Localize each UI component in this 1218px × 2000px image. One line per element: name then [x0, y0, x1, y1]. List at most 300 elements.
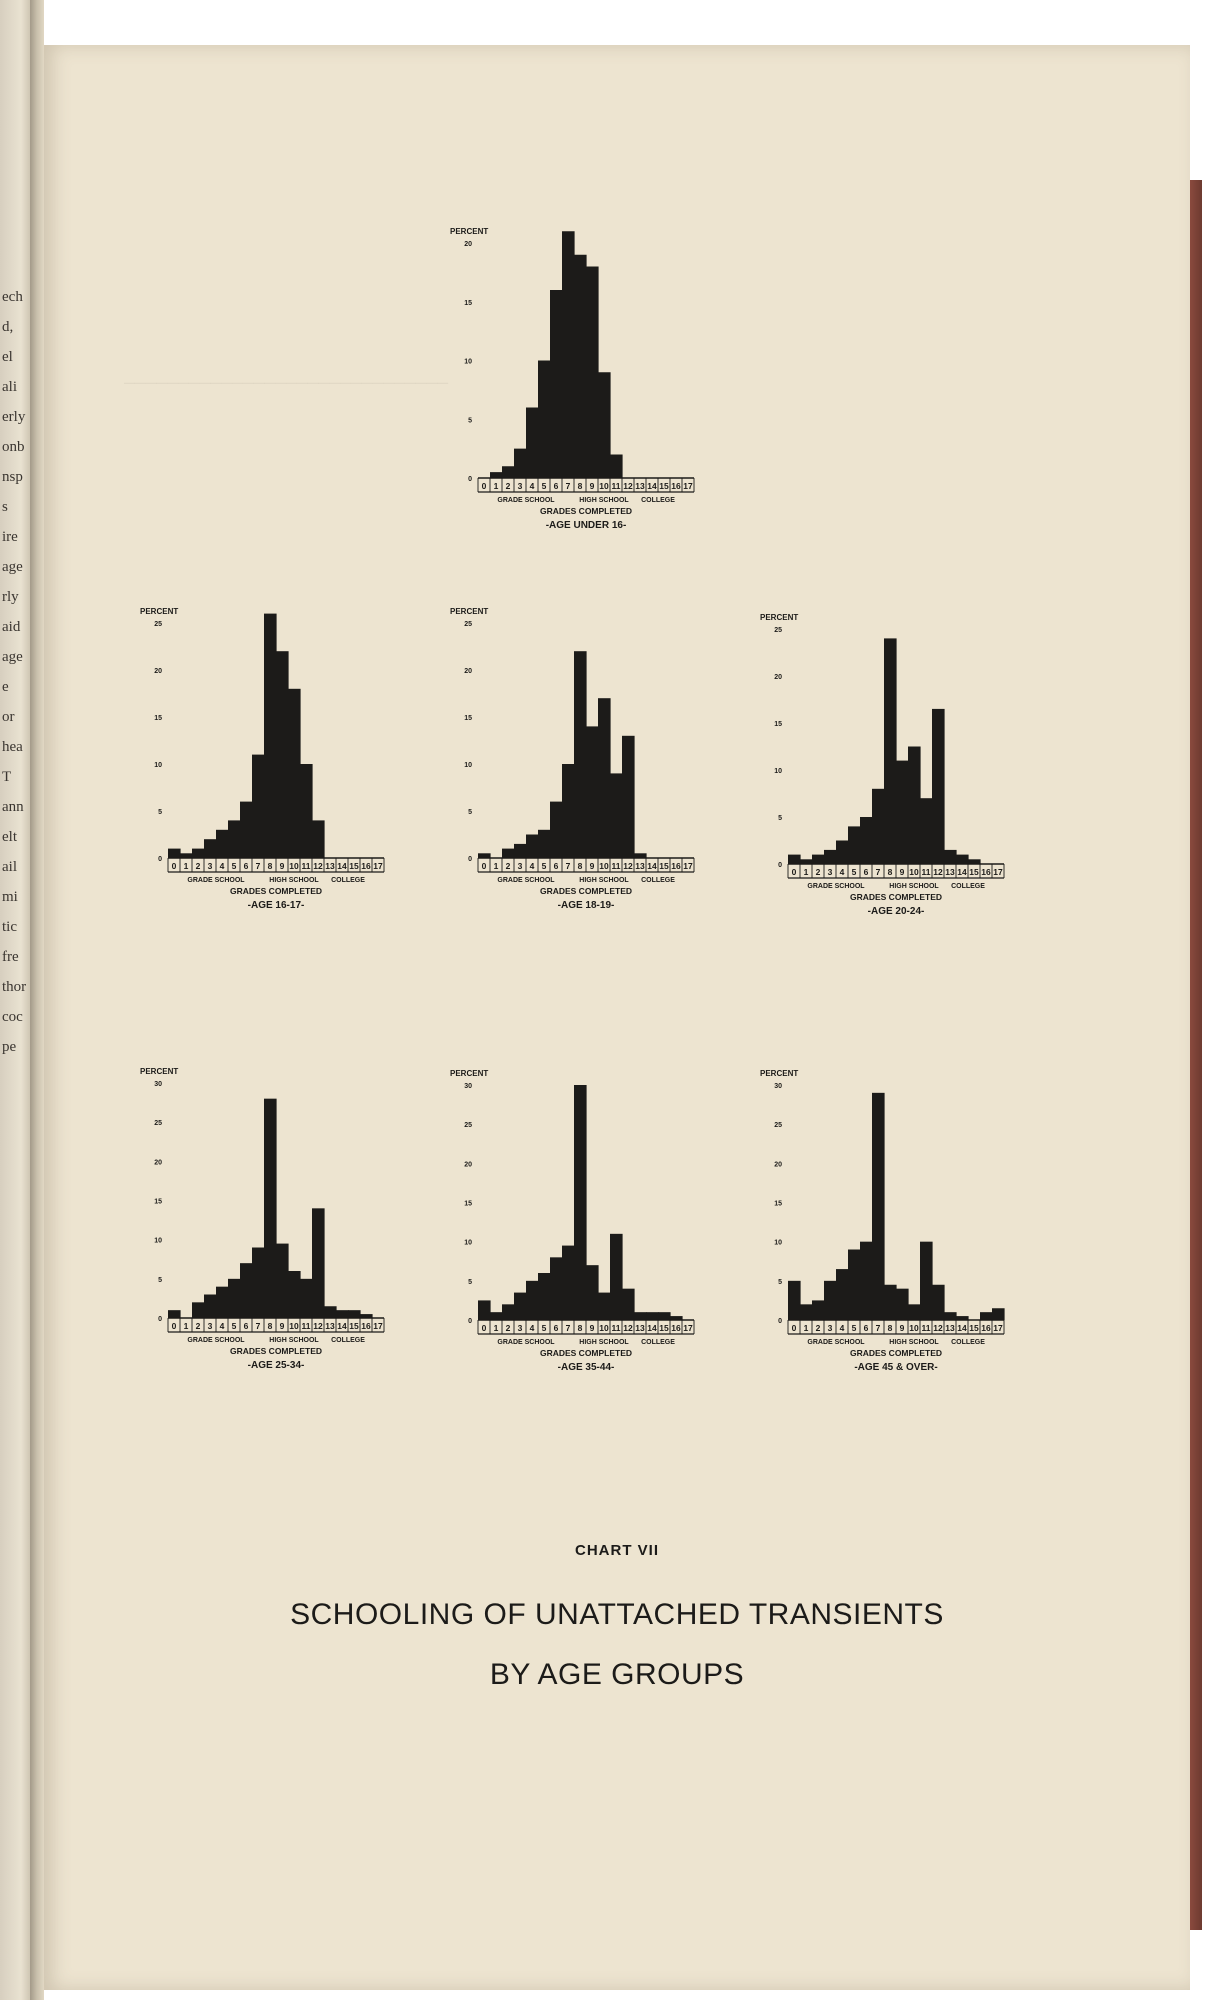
- x-tick-label: 0: [171, 861, 177, 871]
- x-tick-label: 6: [553, 861, 559, 871]
- grade-group-label: GRADE SCHOOL: [187, 877, 245, 884]
- chart-title: -AGE UNDER 16-: [545, 520, 627, 531]
- histogram-bar: [288, 689, 301, 858]
- y-tick-label: 10: [154, 1237, 162, 1245]
- x-tick-label: 13: [325, 1321, 335, 1331]
- x-tick-label: 7: [565, 1323, 571, 1333]
- y-tick-label: 0: [778, 862, 782, 869]
- y-tick-label: 25: [154, 621, 162, 628]
- y-tick-label: 10: [464, 1239, 472, 1247]
- histogram-bar: [502, 849, 515, 858]
- y-axis-label: PERCENT: [140, 1067, 179, 1076]
- x-tick-label: 6: [553, 481, 559, 491]
- x-tick-label: 12: [313, 1321, 323, 1331]
- histogram-bar: [228, 1279, 241, 1318]
- histogram-bar: [944, 1312, 957, 1320]
- y-tick-label: 20: [464, 241, 472, 248]
- histogram-bar: [168, 849, 181, 858]
- x-tick-label: 2: [195, 1321, 201, 1331]
- x-tick-label: 9: [279, 1321, 285, 1331]
- x-tick-label: 12: [313, 861, 323, 871]
- x-tick-label: 6: [243, 1321, 249, 1331]
- y-tick-label: 5: [468, 1278, 472, 1286]
- y-tick-label: 15: [464, 715, 472, 722]
- x-tick-label: 8: [887, 867, 893, 877]
- chart-title: -AGE 20-24-: [867, 906, 925, 917]
- histogram-bar: [526, 408, 539, 479]
- x-tick-label: 14: [647, 861, 657, 871]
- figure-title-line1: SCHOOLING OF UNATTACHED TRANSIENTS: [290, 1598, 944, 1631]
- histogram-bar: [932, 709, 945, 864]
- x-tick-label: 10: [599, 861, 609, 871]
- histogram-bar: [800, 1304, 813, 1320]
- left-page-edge: [0, 0, 30, 2000]
- y-tick-label: 0: [468, 856, 472, 863]
- grade-group-label: GRADE SCHOOL: [497, 877, 555, 884]
- x-tick-label: 4: [529, 861, 535, 871]
- x-tick-label: 0: [171, 1321, 177, 1331]
- x-tick-label: 15: [659, 481, 669, 491]
- left-page-text-fragment: el: [2, 350, 13, 365]
- y-tick-label: 20: [774, 1161, 782, 1169]
- histogram-bar: [276, 1244, 289, 1318]
- left-page-text-fragment: thor: [2, 980, 27, 995]
- grade-group-label: HIGH SCHOOL: [269, 1337, 319, 1344]
- histogram-bar: [788, 855, 801, 864]
- histogram-bar: [836, 841, 849, 865]
- x-tick-label: 5: [541, 861, 547, 871]
- x-tick-label: 3: [827, 867, 833, 877]
- histogram-bar: [502, 1304, 515, 1320]
- y-tick-label: 25: [464, 621, 472, 628]
- histogram-bar: [550, 802, 563, 858]
- histogram-age-16-17: [140, 600, 400, 930]
- x-tick-label: 5: [541, 481, 547, 491]
- x-tick-label: 9: [589, 1323, 595, 1333]
- grade-group-label: GRADE SCHOOL: [187, 1337, 245, 1344]
- x-tick-label: 13: [635, 861, 645, 871]
- x-tick-label: 11: [611, 481, 621, 491]
- x-tick-label: 3: [517, 861, 523, 871]
- y-tick-label: 25: [774, 627, 782, 634]
- x-tick-label: 7: [255, 1321, 261, 1331]
- histogram-bar: [514, 449, 527, 478]
- histogram-bar: [514, 1293, 527, 1320]
- chart-title: -AGE 35-44-: [557, 1362, 615, 1373]
- grade-group-label: COLLEGE: [331, 1337, 365, 1344]
- y-tick-label: 0: [158, 856, 162, 863]
- x-tick-label: 15: [969, 867, 979, 877]
- y-tick-label: 20: [464, 668, 472, 675]
- x-tick-label: 3: [207, 861, 213, 871]
- histogram-bar: [646, 1312, 659, 1320]
- histogram-age-25-34: [140, 1060, 400, 1390]
- y-tick-label: 25: [774, 1122, 782, 1130]
- histogram-bar: [610, 773, 623, 858]
- x-tick-label: 10: [599, 481, 609, 491]
- x-tick-label: 14: [337, 861, 347, 871]
- x-tick-label: 13: [945, 867, 955, 877]
- x-tick-label: 6: [243, 861, 249, 871]
- histogram-bar: [204, 839, 217, 858]
- histogram-bar: [788, 1281, 801, 1320]
- histogram-bar: [598, 1293, 611, 1320]
- x-tick-label: 5: [541, 1323, 547, 1333]
- grade-group-label: GRADE SCHOOL: [497, 1339, 555, 1346]
- x-tick-label: 12: [623, 1323, 633, 1333]
- chart-svg: [450, 1062, 710, 1392]
- grade-group-label: COLLEGE: [641, 1339, 675, 1346]
- x-tick-label: 7: [255, 861, 261, 871]
- histogram-age-20-24: [760, 606, 1020, 936]
- histogram-bar: [586, 726, 599, 858]
- x-tick-label: 0: [481, 481, 487, 491]
- x-tick-label: 1: [493, 1323, 499, 1333]
- chart-title: -AGE 18-19-: [557, 900, 615, 911]
- x-tick-label: 7: [565, 481, 571, 491]
- y-tick-label: 10: [154, 762, 162, 769]
- histogram-bar: [622, 1289, 635, 1320]
- grade-group-label: GRADE SCHOOL: [807, 883, 865, 890]
- histogram-bar: [944, 850, 957, 864]
- histogram-bar: [992, 1308, 1005, 1320]
- x-tick-label: 2: [505, 1323, 511, 1333]
- left-page-text-fragment: d,: [2, 320, 14, 335]
- y-tick-label: 20: [774, 674, 782, 681]
- histogram-bar: [478, 1300, 491, 1320]
- x-tick-label: 6: [553, 1323, 559, 1333]
- y-tick-label: 5: [158, 809, 162, 816]
- x-tick-label: 17: [683, 481, 693, 491]
- histogram-bar: [264, 1099, 277, 1318]
- x-tick-label: 11: [301, 1321, 311, 1331]
- histogram-bar: [538, 1273, 551, 1320]
- grade-group-label: COLLEGE: [641, 497, 675, 504]
- x-tick-label: 8: [577, 861, 583, 871]
- x-tick-label: 3: [827, 1323, 833, 1333]
- x-tick-label: 8: [267, 1321, 273, 1331]
- histogram-bar: [240, 802, 253, 858]
- histogram-bar: [812, 855, 825, 864]
- chart-title: -AGE 25-34-: [247, 1360, 305, 1371]
- histogram-bar: [240, 1263, 253, 1318]
- left-page-text-fragment: aid: [2, 620, 21, 635]
- chart-svg: [450, 220, 710, 550]
- x-tick-label: 6: [863, 867, 869, 877]
- x-tick-label: 17: [373, 1321, 383, 1331]
- x-tick-label: 10: [909, 1323, 919, 1333]
- left-page-text-fragment: onb: [2, 440, 25, 455]
- x-tick-label: 13: [325, 861, 335, 871]
- y-tick-label: 0: [158, 1316, 162, 1323]
- y-tick-label: 5: [778, 1278, 782, 1286]
- x-tick-label: 17: [993, 1323, 1003, 1333]
- x-tick-label: 10: [289, 1321, 299, 1331]
- chart-svg: [140, 1060, 400, 1390]
- histogram-bar: [812, 1300, 825, 1320]
- left-page-text-fragment: ail: [2, 860, 17, 875]
- histogram-bar: [252, 1248, 265, 1319]
- x-tick-label: 3: [207, 1321, 213, 1331]
- x-tick-label: 12: [623, 861, 633, 871]
- left-page-text-fragment: coc: [2, 1010, 23, 1025]
- chart-svg: [140, 600, 400, 930]
- x-tick-label: 10: [289, 861, 299, 871]
- x-tick-label: 1: [493, 861, 499, 871]
- chart-title: -AGE 16-17-: [247, 900, 305, 911]
- x-tick-label: 11: [611, 1323, 621, 1333]
- x-axis-label: GRADES COMPLETED: [539, 506, 633, 516]
- y-tick-label: 15: [774, 1200, 782, 1208]
- x-tick-label: 16: [981, 867, 991, 877]
- histogram-bar: [956, 855, 969, 864]
- histogram-bar: [860, 817, 873, 864]
- x-tick-label: 9: [899, 867, 905, 877]
- histogram-bar: [896, 1289, 909, 1320]
- x-tick-label: 11: [611, 861, 621, 871]
- x-tick-label: 3: [517, 481, 523, 491]
- left-page-text-fragment: fre: [2, 950, 19, 965]
- left-page-text-fragment: e: [2, 680, 9, 695]
- y-tick-label: 15: [154, 715, 162, 722]
- y-tick-label: 5: [468, 809, 472, 816]
- histogram-bar: [896, 761, 909, 864]
- left-page-text-fragment: T: [2, 770, 12, 785]
- grade-group-label: GRADE SCHOOL: [807, 1339, 865, 1346]
- histogram-age-45-and-over: [760, 1062, 1020, 1392]
- histogram-bar: [622, 736, 635, 858]
- y-tick-label: 5: [778, 815, 782, 822]
- y-axis-label: PERCENT: [450, 607, 489, 616]
- grade-group-label: HIGH SCHOOL: [579, 877, 629, 884]
- y-axis-label: PERCENT: [450, 1069, 489, 1078]
- x-tick-label: 17: [373, 861, 383, 871]
- grade-group-label: COLLEGE: [331, 877, 365, 884]
- chart-svg: [450, 600, 710, 930]
- y-tick-label: 5: [468, 417, 472, 425]
- histogram-bar: [574, 255, 587, 478]
- x-tick-label: 1: [183, 1321, 189, 1331]
- histogram-bar: [884, 1285, 897, 1320]
- y-tick-label: 15: [464, 299, 472, 307]
- histogram-bar: [216, 1287, 229, 1318]
- x-tick-label: 9: [899, 1323, 905, 1333]
- x-tick-label: 4: [219, 861, 225, 871]
- x-tick-label: 11: [921, 1323, 931, 1333]
- x-tick-label: 15: [659, 861, 669, 871]
- histogram-bar: [336, 1310, 349, 1318]
- histogram-bar: [598, 698, 611, 858]
- histogram-bar: [872, 1093, 885, 1320]
- histogram-bar: [586, 267, 599, 479]
- x-tick-label: 5: [851, 867, 857, 877]
- x-tick-label: 8: [577, 481, 583, 491]
- x-tick-label: 17: [683, 1323, 693, 1333]
- grade-group-label: HIGH SCHOOL: [889, 883, 939, 890]
- x-tick-label: 7: [875, 1323, 881, 1333]
- x-tick-label: 15: [349, 861, 359, 871]
- grade-group-label: COLLEGE: [641, 877, 675, 884]
- histogram-bar: [920, 1242, 933, 1320]
- histogram-bar: [908, 1304, 921, 1320]
- x-tick-label: 14: [647, 1323, 657, 1333]
- x-axis-label: GRADES COMPLETED: [849, 1348, 943, 1358]
- x-tick-label: 16: [361, 1321, 371, 1331]
- x-tick-label: 4: [839, 867, 845, 877]
- x-tick-label: 16: [671, 861, 681, 871]
- x-axis-label: GRADES COMPLETED: [229, 1346, 323, 1356]
- histogram-bar: [312, 820, 325, 858]
- x-tick-label: 15: [969, 1323, 979, 1333]
- grade-group-label: HIGH SCHOOL: [579, 1339, 629, 1346]
- histogram-bar: [872, 789, 885, 864]
- y-tick-label: 10: [774, 768, 782, 775]
- x-tick-label: 4: [219, 1321, 225, 1331]
- x-tick-label: 9: [279, 861, 285, 871]
- x-tick-label: 5: [851, 1323, 857, 1333]
- bleed-through-text: ──────────────────────────────: [124, 375, 449, 395]
- histogram-bar: [538, 830, 551, 858]
- grade-group-label: HIGH SCHOOL: [269, 877, 319, 884]
- x-tick-label: 14: [337, 1321, 347, 1331]
- left-page-text-fragment: mi: [2, 890, 18, 905]
- histogram-bar: [216, 830, 229, 858]
- x-tick-label: 0: [791, 1323, 797, 1333]
- x-tick-label: 15: [659, 1323, 669, 1333]
- histogram-bar: [574, 651, 587, 858]
- x-tick-label: 16: [361, 861, 371, 871]
- x-tick-label: 6: [863, 1323, 869, 1333]
- left-page-text-fragment: pe: [2, 1040, 17, 1055]
- histogram-bar: [574, 1085, 587, 1320]
- x-tick-label: 8: [887, 1323, 893, 1333]
- histogram-bar: [562, 231, 575, 478]
- grade-group-label: GRADE SCHOOL: [497, 497, 555, 504]
- x-tick-label: 0: [481, 1323, 487, 1333]
- x-tick-label: 14: [957, 867, 967, 877]
- x-tick-label: 8: [577, 1323, 583, 1333]
- histogram-bar: [228, 820, 241, 858]
- grade-group-label: COLLEGE: [951, 883, 985, 890]
- x-tick-label: 5: [231, 861, 237, 871]
- histogram-bar: [836, 1269, 849, 1320]
- x-tick-label: 12: [933, 1323, 943, 1333]
- y-tick-label: 25: [154, 1120, 162, 1128]
- x-tick-label: 4: [529, 1323, 535, 1333]
- left-page-text-fragment: erly: [2, 410, 26, 425]
- chart-svg: [760, 1062, 1020, 1392]
- histogram-bar: [502, 466, 515, 478]
- y-tick-label: 25: [464, 1122, 472, 1130]
- y-tick-label: 20: [464, 1161, 472, 1169]
- left-page-text-fragment: s: [2, 500, 8, 515]
- x-tick-label: 1: [183, 861, 189, 871]
- x-tick-label: 2: [195, 861, 201, 871]
- left-page-text-fragment: elt: [2, 830, 17, 845]
- y-tick-label: 20: [154, 668, 162, 675]
- histogram-bar: [824, 850, 837, 864]
- book-gutter: [30, 0, 44, 2000]
- y-tick-label: 30: [774, 1083, 782, 1090]
- x-tick-label: 2: [815, 867, 821, 877]
- x-tick-label: 17: [993, 867, 1003, 877]
- chart-number: CHART VII: [575, 1542, 659, 1559]
- histogram-bar: [192, 1302, 205, 1318]
- histogram-bar: [288, 1271, 301, 1318]
- left-page-text-fragment: hea: [2, 740, 23, 755]
- histogram-bar: [980, 1312, 993, 1320]
- histogram-age-18-19: [450, 600, 710, 930]
- histogram-bar: [550, 290, 563, 478]
- y-tick-label: 10: [464, 762, 472, 769]
- histogram-bar: [348, 1310, 361, 1318]
- x-axis-label: GRADES COMPLETED: [849, 892, 943, 902]
- y-tick-label: 15: [774, 721, 782, 728]
- left-page-text-fragment: tic: [2, 920, 17, 935]
- x-tick-label: 2: [815, 1323, 821, 1333]
- x-tick-label: 12: [933, 867, 943, 877]
- y-tick-label: 30: [154, 1081, 162, 1088]
- histogram-bar: [932, 1285, 945, 1320]
- y-tick-label: 5: [158, 1276, 162, 1284]
- left-page-text-fragment: nsp: [2, 470, 23, 485]
- x-tick-label: 7: [875, 867, 881, 877]
- left-page-text-fragment: rly: [2, 590, 19, 605]
- histogram-bar: [824, 1281, 837, 1320]
- x-tick-label: 3: [517, 1323, 523, 1333]
- y-tick-label: 0: [778, 1318, 782, 1325]
- x-tick-label: 15: [349, 1321, 359, 1331]
- histogram-bar: [514, 844, 527, 858]
- histogram-bar: [168, 1310, 181, 1318]
- x-tick-label: 12: [623, 481, 633, 491]
- x-axis-label: GRADES COMPLETED: [539, 1348, 633, 1358]
- histogram-bar: [312, 1208, 325, 1318]
- y-tick-label: 20: [154, 1159, 162, 1167]
- y-tick-label: 0: [468, 1318, 472, 1325]
- y-tick-label: 10: [464, 358, 472, 366]
- x-tick-label: 9: [589, 861, 595, 871]
- histogram-bar: [908, 747, 921, 865]
- histogram-bar: [300, 764, 313, 858]
- histogram-bar: [550, 1257, 563, 1320]
- x-tick-label: 0: [791, 867, 797, 877]
- histogram-bar: [848, 1250, 861, 1321]
- x-tick-label: 5: [231, 1321, 237, 1331]
- chart-title: -AGE 45 & OVER-: [854, 1362, 938, 1373]
- chart-svg: [760, 606, 1020, 936]
- y-axis-label: PERCENT: [760, 1069, 799, 1078]
- histogram-bar: [192, 849, 205, 858]
- x-tick-label: 14: [647, 481, 657, 491]
- x-tick-label: 17: [683, 861, 693, 871]
- histogram-bar: [276, 651, 289, 858]
- histogram-bar: [264, 614, 277, 858]
- histogram-bar: [610, 455, 623, 479]
- x-tick-label: 14: [957, 1323, 967, 1333]
- figure-title-line2: BY AGE GROUPS: [489, 1658, 745, 1691]
- histogram-bar: [610, 1234, 623, 1320]
- left-page-text-fragment: age: [2, 650, 23, 665]
- y-axis-label: PERCENT: [140, 607, 179, 616]
- x-tick-label: 16: [981, 1323, 991, 1333]
- left-page-text-fragment: ali: [2, 380, 17, 395]
- histogram-bar: [490, 1312, 503, 1320]
- histogram-bar: [562, 764, 575, 858]
- histogram-bar: [884, 638, 897, 864]
- histogram-bar: [658, 1312, 671, 1320]
- left-page-text-fragment: ire: [2, 530, 18, 545]
